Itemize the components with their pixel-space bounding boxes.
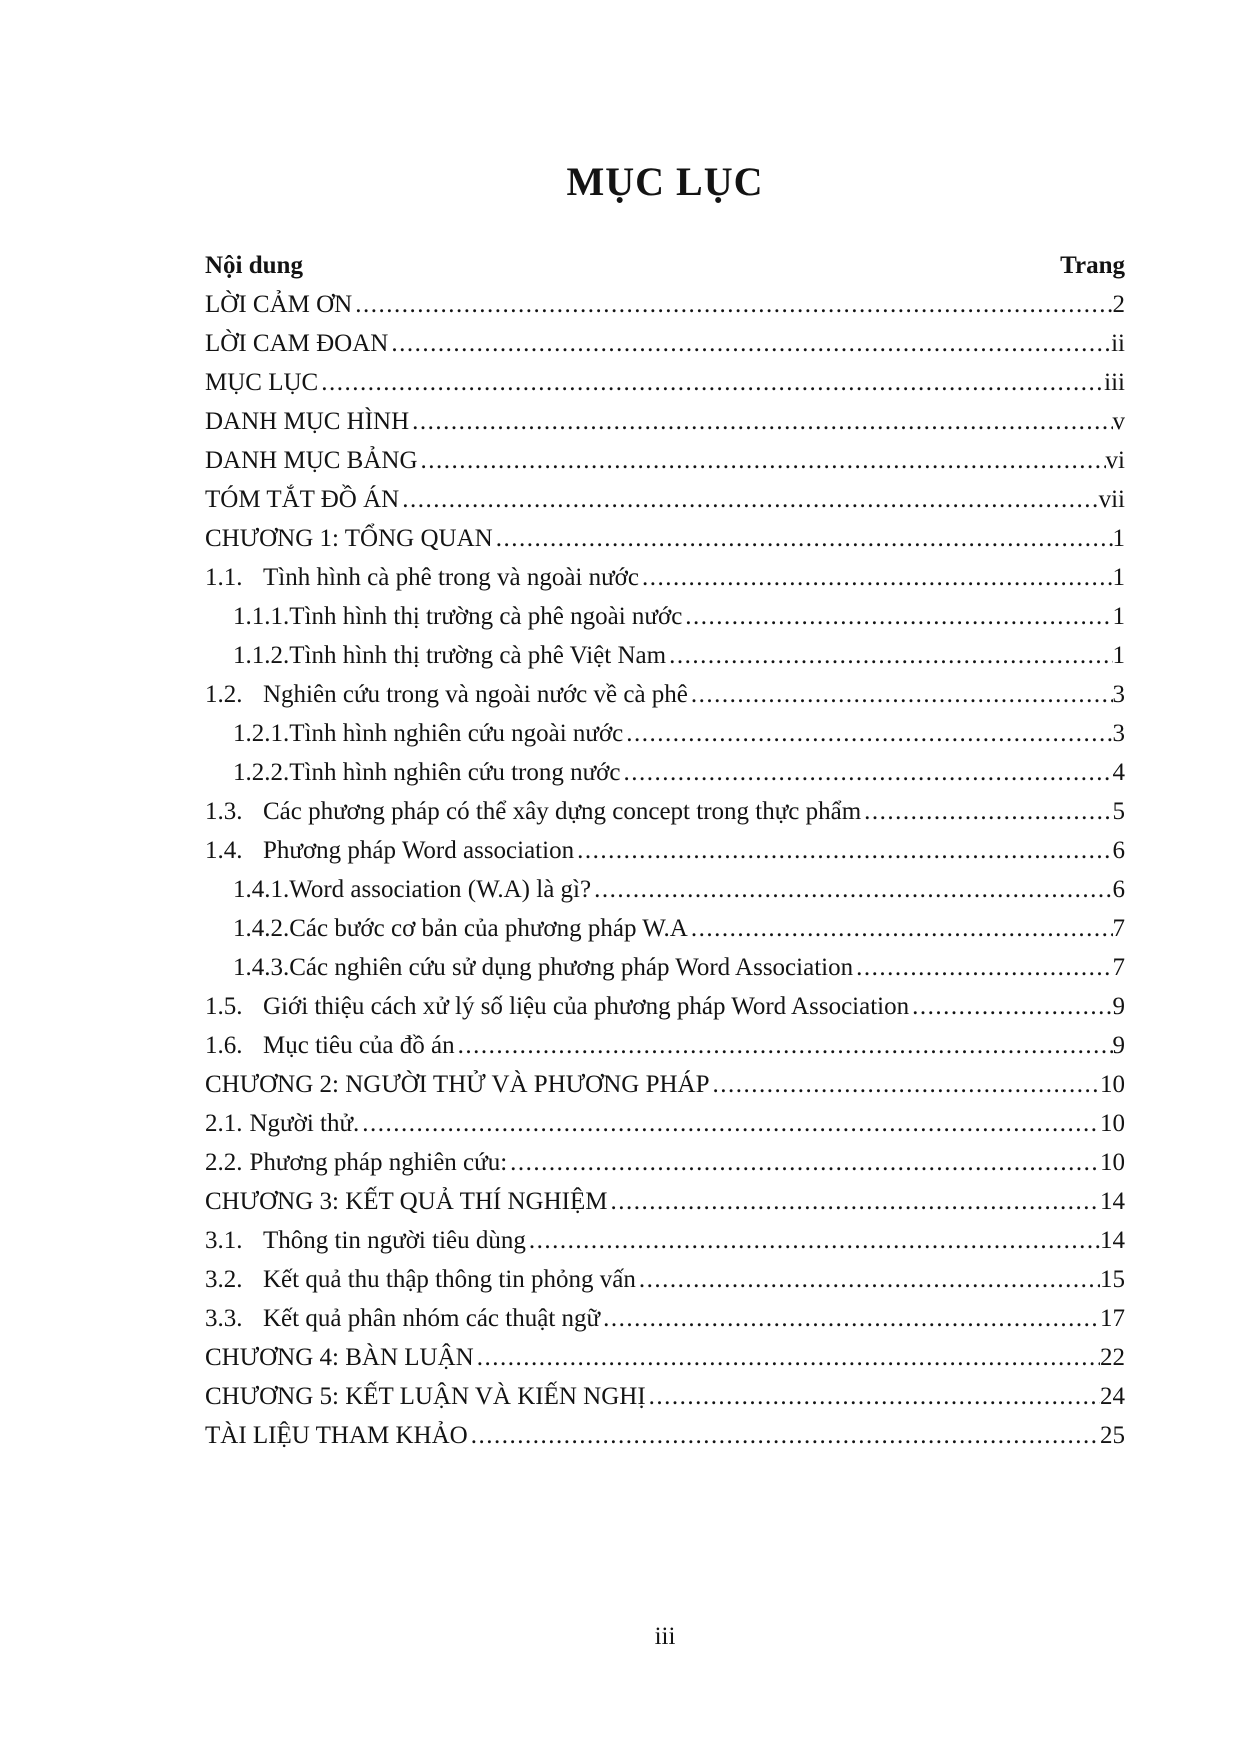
- toc-entry-page-number: 1: [1112, 564, 1125, 591]
- toc-entry-title: Phương pháp Word association: [263, 837, 575, 864]
- dot-leader: [591, 870, 1112, 909]
- dot-leader: [621, 753, 1113, 792]
- toc-entry: [205, 363, 1125, 402]
- dot-leader: [359, 1104, 1100, 1143]
- toc-entry-page-number: 9: [1112, 993, 1125, 1020]
- dot-leader: [409, 402, 1112, 441]
- toc-entry-number: 1.2.2.: [233, 759, 290, 786]
- dot-leader: [688, 909, 1113, 948]
- page-title: MỤC LỤC: [566, 159, 764, 204]
- dot-leader: [455, 1026, 1113, 1065]
- toc-entry-page-number: 5: [1112, 798, 1125, 825]
- toc-entry-page-number: 6: [1112, 876, 1125, 903]
- toc-entry-page-number: 10: [1100, 1149, 1125, 1176]
- toc-entry-number: 1.4.: [205, 837, 243, 864]
- toc-entry: [205, 675, 1125, 714]
- toc-entry-page-number: vi: [1105, 447, 1125, 474]
- toc-entry-title: MỤC LỤC: [205, 369, 319, 396]
- toc-entry: [205, 1065, 1125, 1104]
- toc-entry: [205, 480, 1125, 519]
- toc-entry: [205, 1026, 1125, 1065]
- toc-entry: [205, 1143, 1125, 1182]
- toc-entry-number: 2.2.: [205, 1149, 243, 1176]
- toc-entry-page-number: 4: [1112, 759, 1125, 786]
- toc-entry-title: Thông tin người tiêu dùng: [263, 1227, 526, 1254]
- toc-entry: [205, 909, 1125, 948]
- toc-entry-page-number: iii: [1104, 369, 1125, 396]
- toc-entry-title: Tình hình thị trường cà phê Việt Nam: [289, 642, 667, 669]
- dot-leader: [493, 519, 1113, 558]
- toc-entry-title: DANH MỤC BẢNG: [205, 447, 418, 474]
- toc-entry-title: CHƯƠNG 2: NGƯỜI THỬ VÀ PHƯƠNG PHÁP: [205, 1071, 710, 1098]
- table-of-contents: [205, 246, 1125, 1455]
- dot-leader: [352, 285, 1112, 324]
- toc-entry-title: Mục tiêu của đồ án: [263, 1032, 455, 1059]
- dot-leader: [468, 1416, 1100, 1455]
- toc-entry-title: Các phương pháp có thể xây dựng concept trong thực phẩm: [263, 798, 862, 825]
- toc-entry-title: Các bước cơ bản của phương pháp W.A: [289, 915, 688, 942]
- toc-entry-title: Kết quả phân nhóm các thuật ngữ: [263, 1305, 601, 1332]
- dot-leader: [639, 558, 1113, 597]
- dot-leader: [607, 1182, 1100, 1221]
- toc-entry-page-number: 9: [1112, 1032, 1125, 1059]
- toc-entry-page-number: 17: [1100, 1305, 1125, 1332]
- toc-entry-page-number: 7: [1112, 954, 1125, 981]
- toc-entry: [205, 636, 1125, 675]
- toc-entry-page-number: 1: [1112, 525, 1125, 552]
- toc-entry-title: Tình hình nghiên cứu ngoài nước: [289, 720, 624, 747]
- toc-entry-number: 1.4.1.: [233, 876, 290, 903]
- toc-entry-page-number: 14: [1100, 1188, 1125, 1215]
- toc-entry-title: Giới thiệu cách xử lý số liệu của phương pháp Word Association: [263, 993, 910, 1020]
- toc-entry-title: TÓM TẮT ĐỒ ÁN: [205, 486, 400, 513]
- toc-entry: [205, 753, 1125, 792]
- toc-entry: [205, 1182, 1125, 1221]
- toc-entry-number: 1.6.: [205, 1032, 243, 1059]
- toc-entry-title: Phương pháp nghiên cứu:: [249, 1149, 508, 1176]
- toc-entry: [205, 1338, 1125, 1377]
- toc-entry: [205, 1416, 1125, 1455]
- toc-entry-title: Các nghiên cứu sử dụng phương pháp Word Association: [289, 954, 854, 981]
- dot-leader: [399, 480, 1098, 519]
- toc-entry-page-number: 15: [1100, 1266, 1125, 1293]
- toc-entry: [205, 1260, 1125, 1299]
- toc-entry-title: Nghiên cứu trong và ngoài nước về cà phê: [263, 681, 688, 708]
- toc-entry-page-number: 1: [1112, 642, 1125, 669]
- dot-leader: [666, 636, 1112, 675]
- toc-entry-page-number: 14: [1100, 1227, 1125, 1254]
- toc-entry-page-number: 6: [1112, 837, 1125, 864]
- toc-entry-number: 1.4.2.: [233, 915, 290, 942]
- toc-header-page-label: Trang: [1060, 252, 1125, 279]
- dot-leader: [507, 1143, 1100, 1182]
- toc-entry-page-number: 3: [1112, 681, 1125, 708]
- toc-entry: [205, 870, 1125, 909]
- dot-leader: [636, 1260, 1100, 1299]
- toc-entry-page-number: 22: [1100, 1344, 1125, 1371]
- toc-entry-title: Tình hình cà phê trong và ngoài nước: [263, 564, 639, 591]
- toc-entry-page-number: 7: [1112, 915, 1125, 942]
- dot-leader: [388, 324, 1111, 363]
- toc-entry: [205, 402, 1125, 441]
- toc-entry-number: 1.1.2.: [233, 642, 290, 669]
- toc-entry-title: CHƯƠNG 4: BÀN LUẬN: [205, 1344, 474, 1371]
- toc-entry-title: Người thử.: [249, 1110, 360, 1137]
- toc-entry-number: 1.1.: [205, 564, 243, 591]
- content-block: [205, 158, 1125, 1652]
- toc-entry-page-number: 10: [1100, 1071, 1125, 1098]
- toc-entry-page-number: 3: [1112, 720, 1125, 747]
- toc-entry-title: CHƯƠNG 5: KẾT LUẬN VÀ KIẾN NGHỊ: [205, 1383, 646, 1410]
- toc-entry-page-number: 1: [1112, 603, 1125, 630]
- toc-entry: [205, 714, 1125, 753]
- dot-leader: [853, 948, 1112, 987]
- toc-entry-number: 1.1.1.: [233, 603, 290, 630]
- toc-entry-page-number: 2: [1112, 291, 1125, 318]
- dot-leader: [474, 1338, 1100, 1377]
- toc-entry-page-number: 24: [1100, 1383, 1125, 1410]
- toc-entry-title: CHƯƠNG 1: TỔNG QUAN: [205, 525, 493, 552]
- dot-leader: [526, 1221, 1100, 1260]
- toc-entry-title: LỜI CẢM ƠN: [205, 291, 353, 318]
- dot-leader: [709, 1065, 1100, 1104]
- toc-entry-title: TÀI LIỆU THAM KHẢO: [205, 1422, 468, 1449]
- dot-leader: [318, 363, 1104, 402]
- toc-entry-number: 3.3.: [205, 1305, 243, 1332]
- toc-entry-number: 2.1.: [205, 1110, 243, 1137]
- dot-leader: [861, 792, 1112, 831]
- toc-entry: [205, 441, 1125, 480]
- toc-entry-title: LỜI CAM ĐOAN: [205, 330, 389, 357]
- toc-entry: [205, 1377, 1125, 1416]
- toc-entry-list: [205, 285, 1125, 1455]
- dot-leader: [909, 987, 1112, 1026]
- toc-entry-page-number: v: [1112, 408, 1125, 435]
- toc-entry-number: 3.2.: [205, 1266, 243, 1293]
- toc-entry-title: Tình hình thị trường cà phê ngoài nước: [289, 603, 683, 630]
- toc-header-content-label: Nội dung: [205, 252, 303, 279]
- toc-entry-number: 1.2.1.: [233, 720, 290, 747]
- toc-entry: [205, 792, 1125, 831]
- toc-entry: [205, 1221, 1125, 1260]
- toc-entry: [205, 519, 1125, 558]
- dot-leader: [682, 597, 1112, 636]
- toc-entry-number: 1.3.: [205, 798, 243, 825]
- toc-entry-title: Tình hình nghiên cứu trong nước: [289, 759, 621, 786]
- dot-leader: [600, 1299, 1100, 1338]
- toc-header-row: [205, 246, 1125, 285]
- dot-leader: [646, 1377, 1100, 1416]
- dot-leader: [623, 714, 1112, 753]
- toc-entry-page-number: 10: [1100, 1110, 1125, 1137]
- toc-entry: [205, 1104, 1125, 1143]
- toc-entry-page-number: ii: [1111, 330, 1125, 357]
- toc-entry-title: CHƯƠNG 3: KẾT QUẢ THÍ NGHIỆM: [205, 1188, 608, 1215]
- toc-entry-number: 1.5.: [205, 993, 243, 1020]
- toc-entry: [205, 831, 1125, 870]
- dot-leader: [574, 831, 1112, 870]
- toc-entry: [205, 987, 1125, 1026]
- toc-entry-number: 1.4.3.: [233, 954, 290, 981]
- toc-entry: [205, 948, 1125, 987]
- toc-entry-title: DANH MỤC HÌNH: [205, 408, 410, 435]
- dot-leader: [688, 675, 1113, 714]
- toc-entry-number: 3.1.: [205, 1227, 243, 1254]
- toc-entry: [205, 597, 1125, 636]
- page-number-footer: iii: [654, 1623, 676, 1650]
- toc-entry-title: Word association (W.A) là gì?: [289, 876, 592, 903]
- toc-entry-page-number: vii: [1098, 486, 1125, 513]
- toc-entry-page-number: 25: [1100, 1422, 1125, 1449]
- toc-entry: [205, 324, 1125, 363]
- toc-entry: [205, 558, 1125, 597]
- toc-entry: [205, 285, 1125, 324]
- toc-entry: [205, 1299, 1125, 1338]
- toc-entry-number: 1.2.: [205, 681, 243, 708]
- dot-leader: [418, 441, 1106, 480]
- toc-entry-title: Kết quả thu thập thông tin phỏng vấn: [263, 1266, 636, 1293]
